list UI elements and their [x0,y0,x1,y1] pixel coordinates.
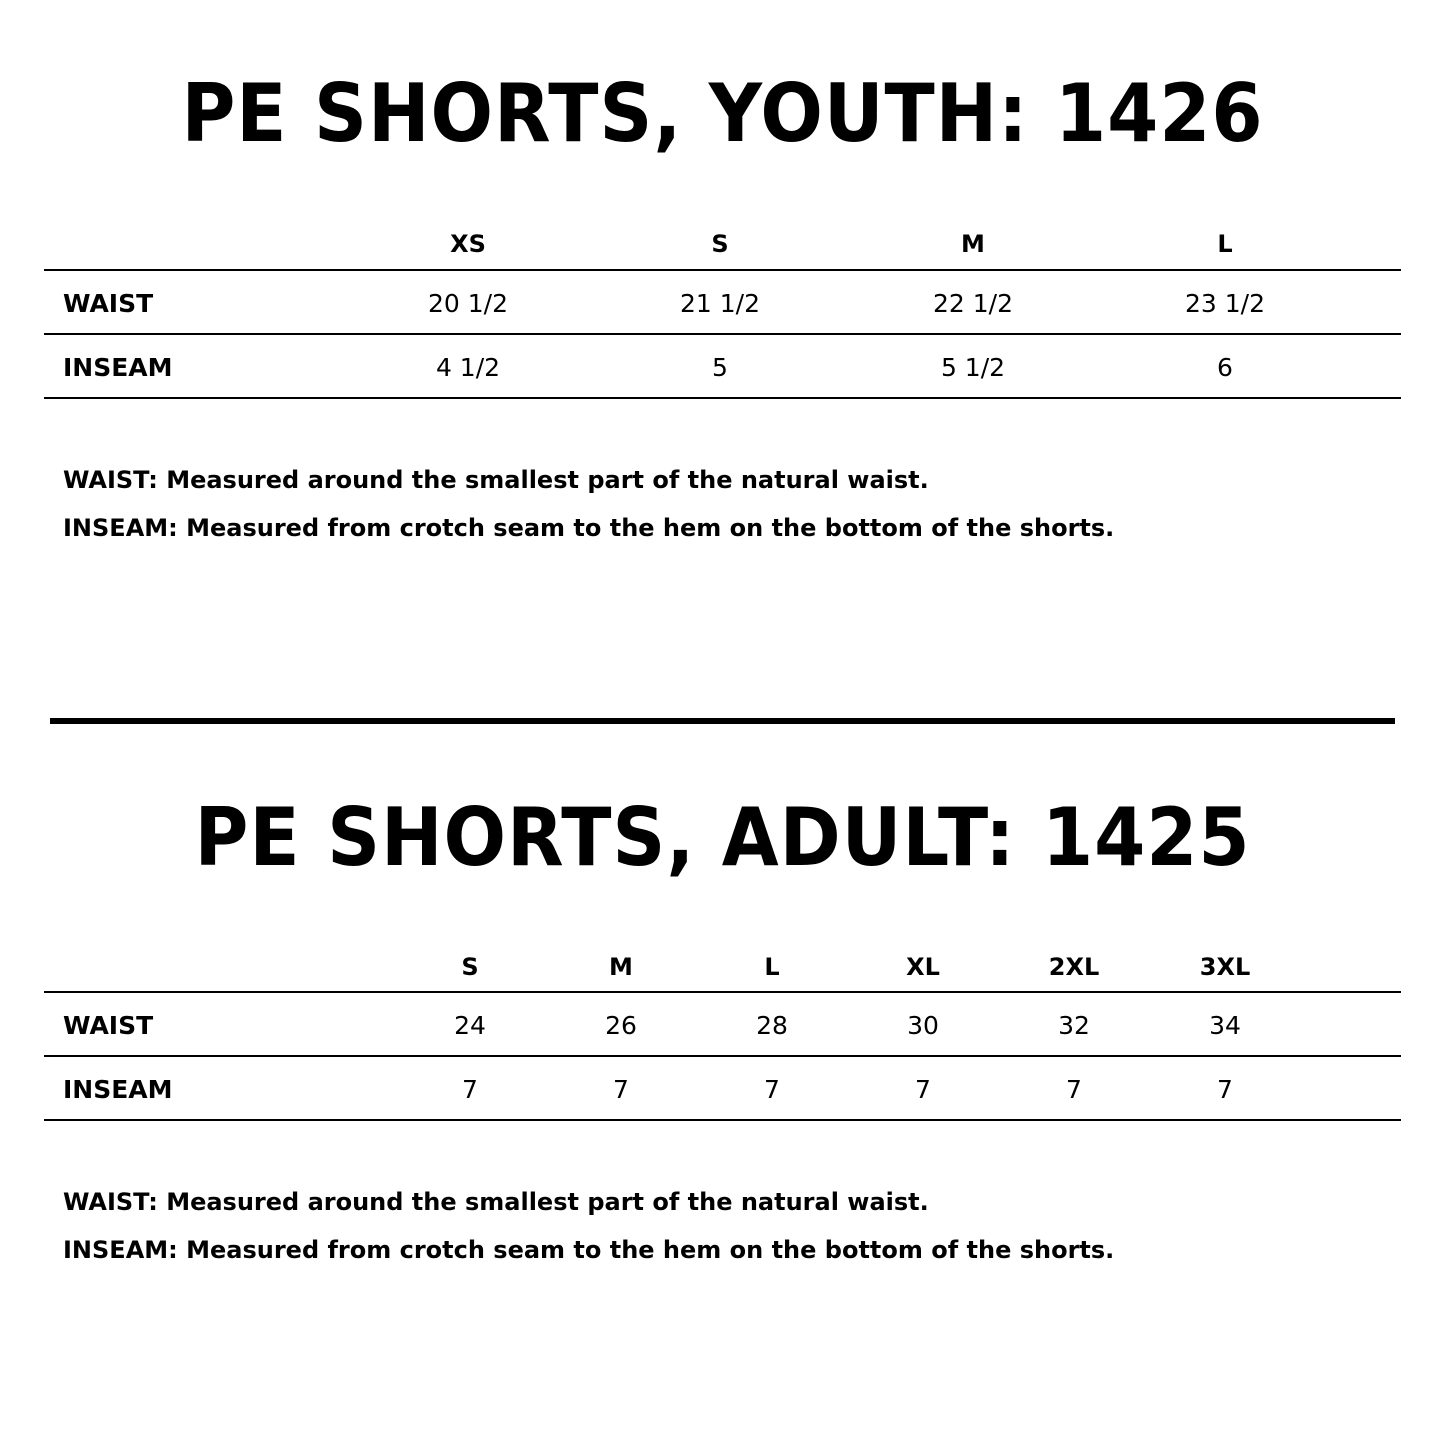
row-label-inseam: INSEAM [63,1075,173,1104]
table-cell: 20 1/2 [428,289,508,318]
table-cell: 23 1/2 [1185,289,1265,318]
adult-size-header: XL [906,953,940,981]
table-rule [44,397,1401,399]
adult-size-header: L [764,953,780,981]
section-divider [50,718,1395,724]
table-cell: 7 [1066,1075,1082,1104]
table-rule [44,991,1401,993]
table-cell: 24 [454,1011,486,1040]
table-cell: 32 [1058,1011,1090,1040]
waist-note: WAIST: Measured around the smallest part of the natural waist. [63,1188,929,1216]
table-cell: 34 [1209,1011,1241,1040]
table-rule [44,1055,1401,1057]
row-label-inseam: INSEAM [63,353,173,382]
waist-note: WAIST: Measured around the smallest part of the natural waist. [63,466,929,494]
table-cell: 22 1/2 [933,289,1013,318]
table-rule [44,269,1401,271]
youth-size-header: S [711,230,729,258]
table-cell: 21 1/2 [680,289,760,318]
table-cell: 7 [1217,1075,1233,1104]
youth-size-header: XS [450,230,486,258]
table-cell: 7 [613,1075,629,1104]
table-cell: 28 [756,1011,788,1040]
row-label-waist: WAIST [63,289,154,318]
youth-size-header: M [961,230,985,258]
table-rule [44,333,1401,335]
table-cell: 4 1/2 [435,353,501,382]
adult-size-header: 3XL [1199,953,1251,981]
inseam-note: INSEAM: Measured from crotch seam to the hem on the bottom of the shorts. [63,1236,1115,1264]
table-cell: 7 [764,1075,780,1104]
table-cell: 26 [605,1011,637,1040]
table-cell: 5 1/2 [940,353,1006,382]
youth-title: PE SHORTS, YOUTH: 1426 [181,67,1264,160]
inseam-note: INSEAM: Measured from crotch seam to the hem on the bottom of the shorts. [63,514,1115,542]
adult-title: PE SHORTS, ADULT: 1425 [194,791,1251,884]
row-label-waist: WAIST [63,1011,154,1040]
adult-size-header: 2XL [1048,953,1100,981]
table-rule [44,1119,1401,1121]
table-cell: 5 [712,353,728,382]
table-cell: 30 [907,1011,939,1040]
youth-size-header: L [1217,230,1233,258]
table-cell: 6 [1217,353,1233,382]
table-cell: 7 [915,1075,931,1104]
adult-size-header: M [609,953,633,981]
adult-size-header: S [461,953,479,981]
table-cell: 7 [462,1075,478,1104]
